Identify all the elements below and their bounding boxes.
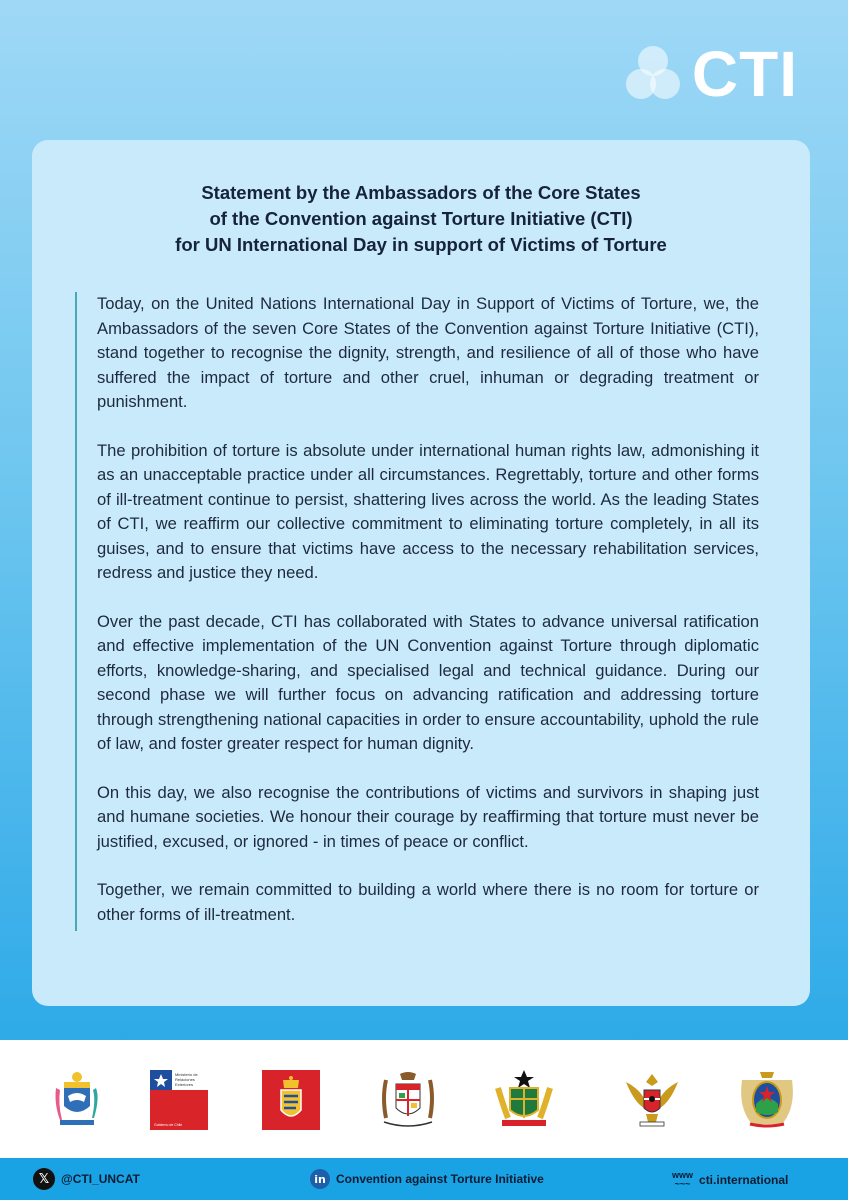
footer-bar [0, 1158, 848, 1200]
indonesia-garuda-icon [622, 1068, 682, 1130]
ghana-coat-of-arms-icon [492, 1068, 556, 1130]
title-line: for UN International Day in support of Victims of Torture [175, 234, 667, 255]
statement-title [32, 180, 810, 258]
paragraph: Together, we remain committed to building a world where there is no room for torture or other forms of ill-treatment. [97, 880, 759, 924]
globe-icon: www ~~~ [672, 1170, 694, 1189]
core-states-emblems [0, 1040, 848, 1158]
logo-text: CTI [691, 38, 798, 110]
cti-logo [624, 38, 798, 110]
denmark-coat-of-arms-icon [262, 1070, 320, 1130]
chile-ministry-line: Ministerio de [175, 1072, 198, 1077]
x-logo-icon: 𝕏 [33, 1168, 55, 1190]
paragraph: The prohibition of torture is absolute under international human rights law, admonishing it as an unacceptable practice under all circumstances. Regrettably, torture and other forms of ill-treatment continue to persist, shattering lives across the world. As the leading States of CTI, we reaffirm our collective commitment to eliminating torture completely, in all its guises, and to ensure that victims have access to the necessary rehabilitation services, redress and justice they need. [97, 440, 759, 582]
www-label: www [672, 1170, 694, 1180]
website-url: cti.international [699, 1173, 789, 1187]
x-handle: @CTI_UNCAT [61, 1172, 140, 1186]
paragraph: Today, on the United Nations International Day in Support of Victims of Torture, we, the Ambassadors of the seven Core States of the Convention against Torture Initiative (CTI), stand together to recognise the dignity, strength, and resilience of all of those who have suffered the impact of torture and other cruel, inhuman or degrading treatment or punishment. [97, 294, 759, 411]
x-link[interactable] [33, 1168, 140, 1190]
linkedin-link[interactable] [310, 1169, 544, 1189]
bahamas-coat-of-arms-icon [46, 1068, 108, 1130]
chile-ministry-line: Exteriores [175, 1082, 194, 1087]
paragraph: Over the past decade, CTI has collaborated with States to advance universal ratification and effective implementation of the UN Convention against Torture through diplomatic efforts, knowledge-sharing, and specialised legal and technical guidance. During our second phase we will further focus on advancing ratification and addressing torture through strengthening national capacities in order to ensure accountability, uphold the rule of law, and foster greater respect for human dignity. [97, 611, 759, 753]
website-link[interactable] [672, 1171, 788, 1189]
linkedin-name: Convention against Torture Initiative [336, 1172, 544, 1186]
paragraph: On this day, we also recognise the contributions of victims and survivors in shaping just and humane societies. We honour their courage by reaffirming that torture must never be justified, excused, or ignored - in times of peace or conflict. [97, 782, 759, 851]
chile-ministry-logo-icon [150, 1070, 208, 1130]
morocco-coat-of-arms-icon [736, 1068, 798, 1130]
linkedin-icon: in [310, 1169, 330, 1189]
title-line: of the Convention against Torture Initiative (CTI) [209, 208, 633, 229]
fiji-coat-of-arms-icon [376, 1068, 440, 1130]
statement-body [75, 292, 759, 931]
statement-card [32, 140, 810, 1006]
chile-ministry-footer: Gobierno de Chile [154, 1123, 183, 1127]
chile-ministry-line: Relaciones [175, 1077, 195, 1082]
cti-circles-icon [624, 44, 682, 104]
title-line: Statement by the Ambassadors of the Core States [201, 182, 641, 203]
